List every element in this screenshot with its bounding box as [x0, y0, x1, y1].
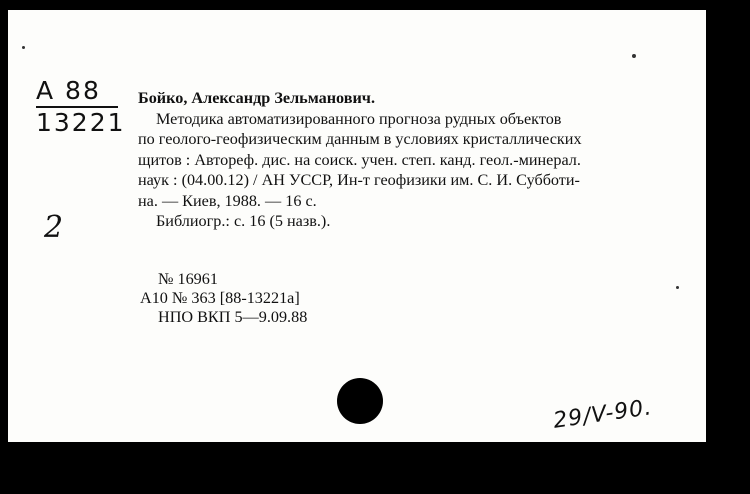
ink-speck — [676, 286, 679, 289]
description-line: на. — Киев, 1988. — 16 с. — [138, 191, 317, 210]
shelf-code: А 88 — [36, 76, 118, 108]
record-block — [140, 270, 307, 327]
publisher-line: НПО ВКП 5—9.09.88 — [158, 308, 308, 326]
ink-speck — [632, 54, 636, 58]
record-number: № 16961 — [158, 270, 218, 288]
inventory-number: 13221 — [36, 108, 126, 137]
description-line: щитов : Автореф. дис. на соиск. учен. степ. канд. геол.-минерал. — [138, 150, 581, 169]
punch-hole — [337, 378, 383, 424]
description-line: наук : (04.00.12) / АН УССР, Ин-т геофизики им. С. И. Субботи- — [138, 171, 580, 189]
handwritten-date: 29/V-90. — [551, 395, 654, 434]
description-line: Методика автоматизированного прогноза рудных объектов — [156, 109, 562, 128]
description-line: по геолого-геофизическим данным в условиях кристаллических — [138, 130, 582, 148]
call-number — [36, 76, 126, 138]
bibliographic-entry — [138, 88, 708, 232]
catalog-card — [8, 10, 706, 442]
author-name: Бойко, Александр Зельманович. — [138, 89, 375, 107]
ink-speck — [22, 46, 25, 49]
record-code: А10 № 363 [88-13221а] — [140, 289, 300, 307]
handwritten-mark: 2 — [44, 210, 64, 245]
bibliography-note: Библиогр.: с. 16 (5 назв.). — [156, 212, 331, 230]
